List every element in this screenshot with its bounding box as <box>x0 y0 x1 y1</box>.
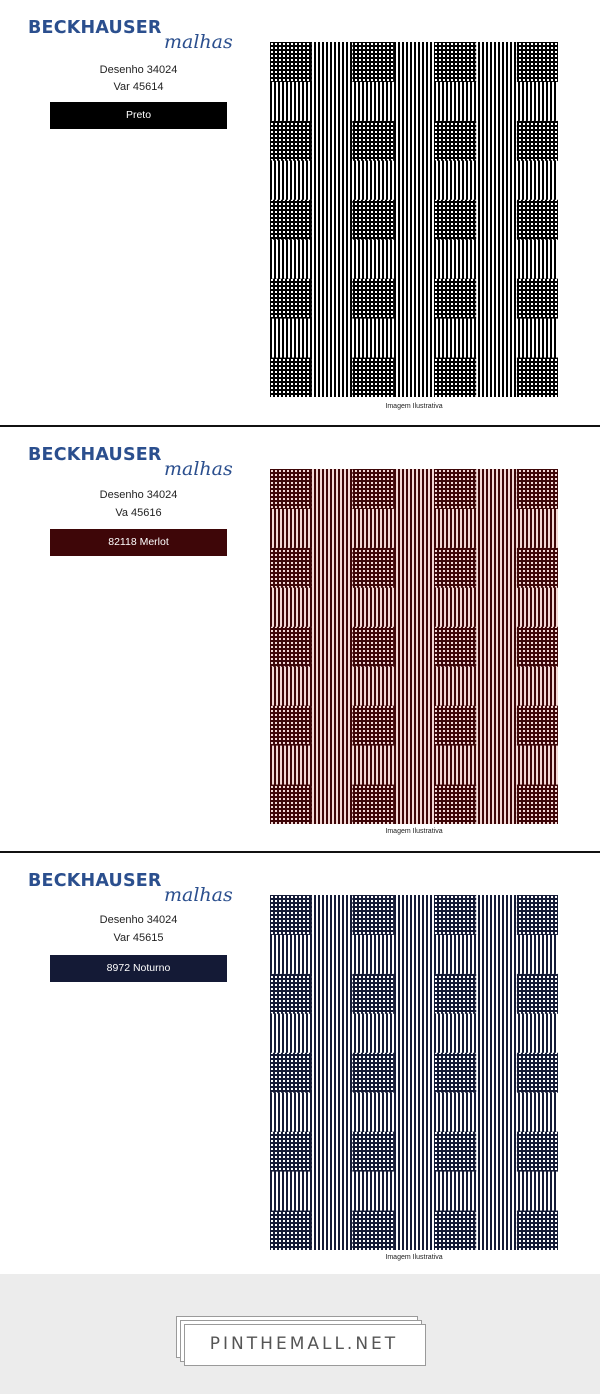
design-number: Desenho 34024 <box>99 64 178 76</box>
fabric-check-cell <box>476 121 518 161</box>
fabric-check-cell <box>476 627 518 667</box>
fabric-check-cell <box>270 81 312 121</box>
fabric-check-cell <box>352 358 394 397</box>
fabric-check-cell <box>435 318 477 358</box>
fabric-check-cell <box>311 785 353 824</box>
fabric-check-cell <box>393 1092 435 1132</box>
fabric-check-cell <box>311 469 353 509</box>
fabric-check-cell <box>517 81 558 121</box>
fabric-check-cell <box>311 627 353 667</box>
fabric-check-cell <box>270 1132 312 1172</box>
fabric-check-cell <box>352 239 394 279</box>
fabric-check-cell <box>393 1013 435 1053</box>
fabric-check-cell <box>517 1053 558 1093</box>
fabric-check-cell <box>476 508 518 548</box>
fabric-check-cell <box>270 1013 312 1053</box>
fabric-check-cell <box>476 279 518 319</box>
fabric-check-cell <box>476 160 518 200</box>
fabric-check-cell <box>476 666 518 706</box>
fabric-check-cell <box>393 42 435 82</box>
variant-number: Va 45616 <box>115 507 162 519</box>
fabric-check-cell <box>352 42 394 82</box>
fabric-check-cell <box>435 1211 477 1250</box>
fabric-check-cell <box>352 666 394 706</box>
fabric-check-cell <box>393 895 435 935</box>
fabric-check-cell <box>435 279 477 319</box>
fabric-check-cell <box>311 160 353 200</box>
fabric-check-cell <box>352 974 394 1014</box>
fabric-check-cell <box>311 1132 353 1172</box>
pinthemall-logo[interactable]: PINTHEMALL.NET <box>209 1334 399 1354</box>
fabric-check-cell <box>270 548 312 588</box>
fabric-pattern-swatch <box>270 42 558 397</box>
variant-number: Var 45615 <box>113 932 164 944</box>
fabric-check-cell <box>517 1013 558 1053</box>
fabric-check-cell <box>311 42 353 82</box>
fabric-check-cell <box>270 318 312 358</box>
fabric-check-cell <box>311 548 353 588</box>
beckhauser-logo-subtitle: malhas <box>164 884 233 906</box>
fabric-check-cell <box>311 508 353 548</box>
color-label-box: Preto <box>50 102 227 129</box>
fabric-check-cell <box>352 1211 394 1250</box>
fabric-check-cell <box>311 358 353 397</box>
fabric-check-cell <box>517 42 558 82</box>
fabric-check-cell <box>476 81 518 121</box>
fabric-check-cell <box>270 42 312 82</box>
fabric-check-cell <box>476 1092 518 1132</box>
fabric-check-cell <box>352 1013 394 1053</box>
fabric-check-cell <box>270 358 312 397</box>
fabric-check-cell <box>352 508 394 548</box>
fabric-check-cell <box>435 81 477 121</box>
fabric-check-cell <box>435 666 477 706</box>
fabric-check-cell <box>435 587 477 627</box>
color-label-box: 82118 Merlot <box>50 529 227 556</box>
fabric-check-cell <box>352 279 394 319</box>
fabric-check-cell <box>393 745 435 785</box>
fabric-check-cell <box>270 587 312 627</box>
fabric-check-cell <box>352 200 394 240</box>
fabric-check-cell <box>352 934 394 974</box>
fabric-check-cell <box>435 934 477 974</box>
fabric-pattern-swatch <box>270 469 558 824</box>
fabric-check-cell <box>517 239 558 279</box>
fabric-check-cell <box>352 160 394 200</box>
fabric-check-cell <box>352 587 394 627</box>
fabric-check-cell <box>517 627 558 667</box>
color-label-box: 8972 Noturno <box>50 955 227 982</box>
design-number: Desenho 34024 <box>99 914 178 926</box>
fabric-check-cell <box>311 81 353 121</box>
beckhauser-logo: BECKHAUSER <box>28 871 162 891</box>
fabric-check-cell <box>311 318 353 358</box>
fabric-check-cell <box>435 706 477 746</box>
fabric-check-cell <box>311 1171 353 1211</box>
fabric-check-cell <box>517 934 558 974</box>
fabric-check-cell <box>393 358 435 397</box>
fabric-check-cell <box>393 706 435 746</box>
fabric-check-cell <box>393 239 435 279</box>
illustrative-image-caption: Imagem Ilustrativa <box>385 1254 443 1261</box>
fabric-check-cell <box>476 1053 518 1093</box>
fabric-check-cell <box>393 1211 435 1250</box>
fabric-check-cell <box>517 785 558 824</box>
fabric-pattern-swatch <box>270 895 558 1250</box>
fabric-check-cell <box>270 239 312 279</box>
fabric-check-cell <box>393 627 435 667</box>
fabric-check-cell <box>476 358 518 397</box>
fabric-check-cell <box>435 785 477 824</box>
fabric-check-cell <box>352 627 394 667</box>
beckhauser-logo: BECKHAUSER <box>28 445 162 465</box>
fabric-check-cell <box>476 548 518 588</box>
fabric-check-cell <box>517 1171 558 1211</box>
fabric-check-cell <box>270 974 312 1014</box>
fabric-check-cell <box>352 1092 394 1132</box>
fabric-check-cell <box>352 548 394 588</box>
fabric-check-cell <box>311 1092 353 1132</box>
fabric-check-cell <box>393 548 435 588</box>
fabric-check-cell <box>435 627 477 667</box>
fabric-check-cell <box>476 745 518 785</box>
fabric-check-cell <box>435 1053 477 1093</box>
fabric-check-cell <box>270 785 312 824</box>
fabric-check-cell <box>352 706 394 746</box>
beckhauser-logo-subtitle: malhas <box>164 458 233 480</box>
fabric-check-cell <box>393 1132 435 1172</box>
fabric-check-cell <box>270 200 312 240</box>
fabric-check-cell <box>393 121 435 161</box>
pinthemall-footer <box>0 1274 600 1394</box>
fabric-check-cell <box>476 1171 518 1211</box>
fabric-check-cell <box>435 745 477 785</box>
swatch-panel-merlot <box>0 427 600 852</box>
fabric-check-cell <box>311 1013 353 1053</box>
swatch-panel-noturno <box>0 853 600 1278</box>
fabric-check-cell <box>476 706 518 746</box>
fabric-check-cell <box>476 200 518 240</box>
fabric-check-cell <box>435 1092 477 1132</box>
fabric-check-cell <box>435 548 477 588</box>
fabric-check-cell <box>352 745 394 785</box>
fabric-check-cell <box>393 1171 435 1211</box>
fabric-check-cell <box>270 745 312 785</box>
fabric-check-cell <box>435 1013 477 1053</box>
fabric-check-cell <box>270 666 312 706</box>
fabric-check-cell <box>435 121 477 161</box>
fabric-check-cell <box>270 121 312 161</box>
fabric-check-cell <box>435 358 477 397</box>
fabric-check-cell <box>352 469 394 509</box>
fabric-check-cell <box>435 160 477 200</box>
fabric-check-cell <box>270 508 312 548</box>
fabric-check-cell <box>393 160 435 200</box>
fabric-check-cell <box>476 1132 518 1172</box>
fabric-check-cell <box>435 974 477 1014</box>
fabric-check-cell <box>393 508 435 548</box>
fabric-check-cell <box>270 469 312 509</box>
fabric-check-cell <box>517 745 558 785</box>
fabric-check-cell <box>517 1092 558 1132</box>
fabric-check-cell <box>476 318 518 358</box>
fabric-check-cell <box>517 974 558 1014</box>
fabric-check-cell <box>270 1053 312 1093</box>
swatch-panel-preto <box>0 0 600 425</box>
fabric-check-cell <box>352 1171 394 1211</box>
fabric-check-cell <box>476 42 518 82</box>
fabric-check-cell <box>311 745 353 785</box>
fabric-check-cell <box>311 1053 353 1093</box>
fabric-check-cell <box>352 1132 394 1172</box>
fabric-check-cell <box>517 1211 558 1250</box>
fabric-check-cell <box>352 785 394 824</box>
fabric-check-cell <box>517 587 558 627</box>
fabric-check-cell <box>517 1132 558 1172</box>
fabric-check-cell <box>517 706 558 746</box>
fabric-check-cell <box>393 279 435 319</box>
illustrative-image-caption: Imagem Ilustrativa <box>385 403 443 410</box>
fabric-check-cell <box>352 318 394 358</box>
fabric-check-cell <box>476 785 518 824</box>
beckhauser-logo-subtitle: malhas <box>164 31 233 53</box>
fabric-check-cell <box>517 548 558 588</box>
fabric-check-cell <box>435 42 477 82</box>
fabric-check-cell <box>311 587 353 627</box>
fabric-check-cell <box>270 706 312 746</box>
fabric-check-cell <box>311 239 353 279</box>
fabric-check-cell <box>476 895 518 935</box>
fabric-check-cell <box>517 358 558 397</box>
fabric-check-cell <box>393 587 435 627</box>
fabric-check-cell <box>270 160 312 200</box>
fabric-check-cell <box>352 121 394 161</box>
fabric-check-cell <box>393 666 435 706</box>
fabric-check-cell <box>393 785 435 824</box>
fabric-check-cell <box>435 1171 477 1211</box>
fabric-check-cell <box>270 1171 312 1211</box>
fabric-check-cell <box>270 279 312 319</box>
fabric-check-cell <box>435 1132 477 1172</box>
fabric-check-cell <box>517 121 558 161</box>
design-number: Desenho 34024 <box>99 489 178 501</box>
fabric-check-cell <box>393 1053 435 1093</box>
fabric-check-cell <box>517 200 558 240</box>
fabric-check-cell <box>352 81 394 121</box>
fabric-check-cell <box>311 706 353 746</box>
fabric-check-cell <box>476 239 518 279</box>
fabric-check-cell <box>517 279 558 319</box>
illustrative-image-caption: Imagem Ilustrativa <box>385 828 443 835</box>
fabric-check-cell <box>311 974 353 1014</box>
fabric-check-cell <box>393 469 435 509</box>
fabric-check-cell <box>517 160 558 200</box>
fabric-check-cell <box>270 895 312 935</box>
fabric-check-cell <box>311 121 353 161</box>
fabric-check-cell <box>311 1211 353 1250</box>
fabric-check-cell <box>435 469 477 509</box>
fabric-check-cell <box>476 1013 518 1053</box>
fabric-check-cell <box>476 587 518 627</box>
variant-number: Var 45614 <box>113 81 164 93</box>
fabric-check-cell <box>352 1053 394 1093</box>
fabric-check-cell <box>476 974 518 1014</box>
fabric-check-cell <box>311 934 353 974</box>
fabric-check-cell <box>435 239 477 279</box>
fabric-check-cell <box>517 508 558 548</box>
fabric-check-cell <box>393 81 435 121</box>
fabric-check-cell <box>311 895 353 935</box>
fabric-check-cell <box>270 627 312 667</box>
fabric-check-cell <box>517 469 558 509</box>
fabric-check-cell <box>311 279 353 319</box>
fabric-check-cell <box>435 895 477 935</box>
fabric-check-cell <box>393 200 435 240</box>
fabric-check-cell <box>270 934 312 974</box>
fabric-check-cell <box>476 469 518 509</box>
fabric-check-cell <box>270 1211 312 1250</box>
fabric-check-cell <box>517 895 558 935</box>
beckhauser-logo: BECKHAUSER <box>28 18 162 38</box>
fabric-check-cell <box>517 666 558 706</box>
fabric-check-cell <box>476 1211 518 1250</box>
fabric-check-cell <box>435 200 477 240</box>
fabric-check-cell <box>352 895 394 935</box>
fabric-check-cell <box>393 934 435 974</box>
fabric-check-cell <box>476 934 518 974</box>
fabric-check-cell <box>270 1092 312 1132</box>
fabric-check-cell <box>311 200 353 240</box>
fabric-check-cell <box>393 974 435 1014</box>
fabric-check-cell <box>311 666 353 706</box>
fabric-check-cell <box>517 318 558 358</box>
fabric-check-cell <box>435 508 477 548</box>
fabric-check-cell <box>393 318 435 358</box>
